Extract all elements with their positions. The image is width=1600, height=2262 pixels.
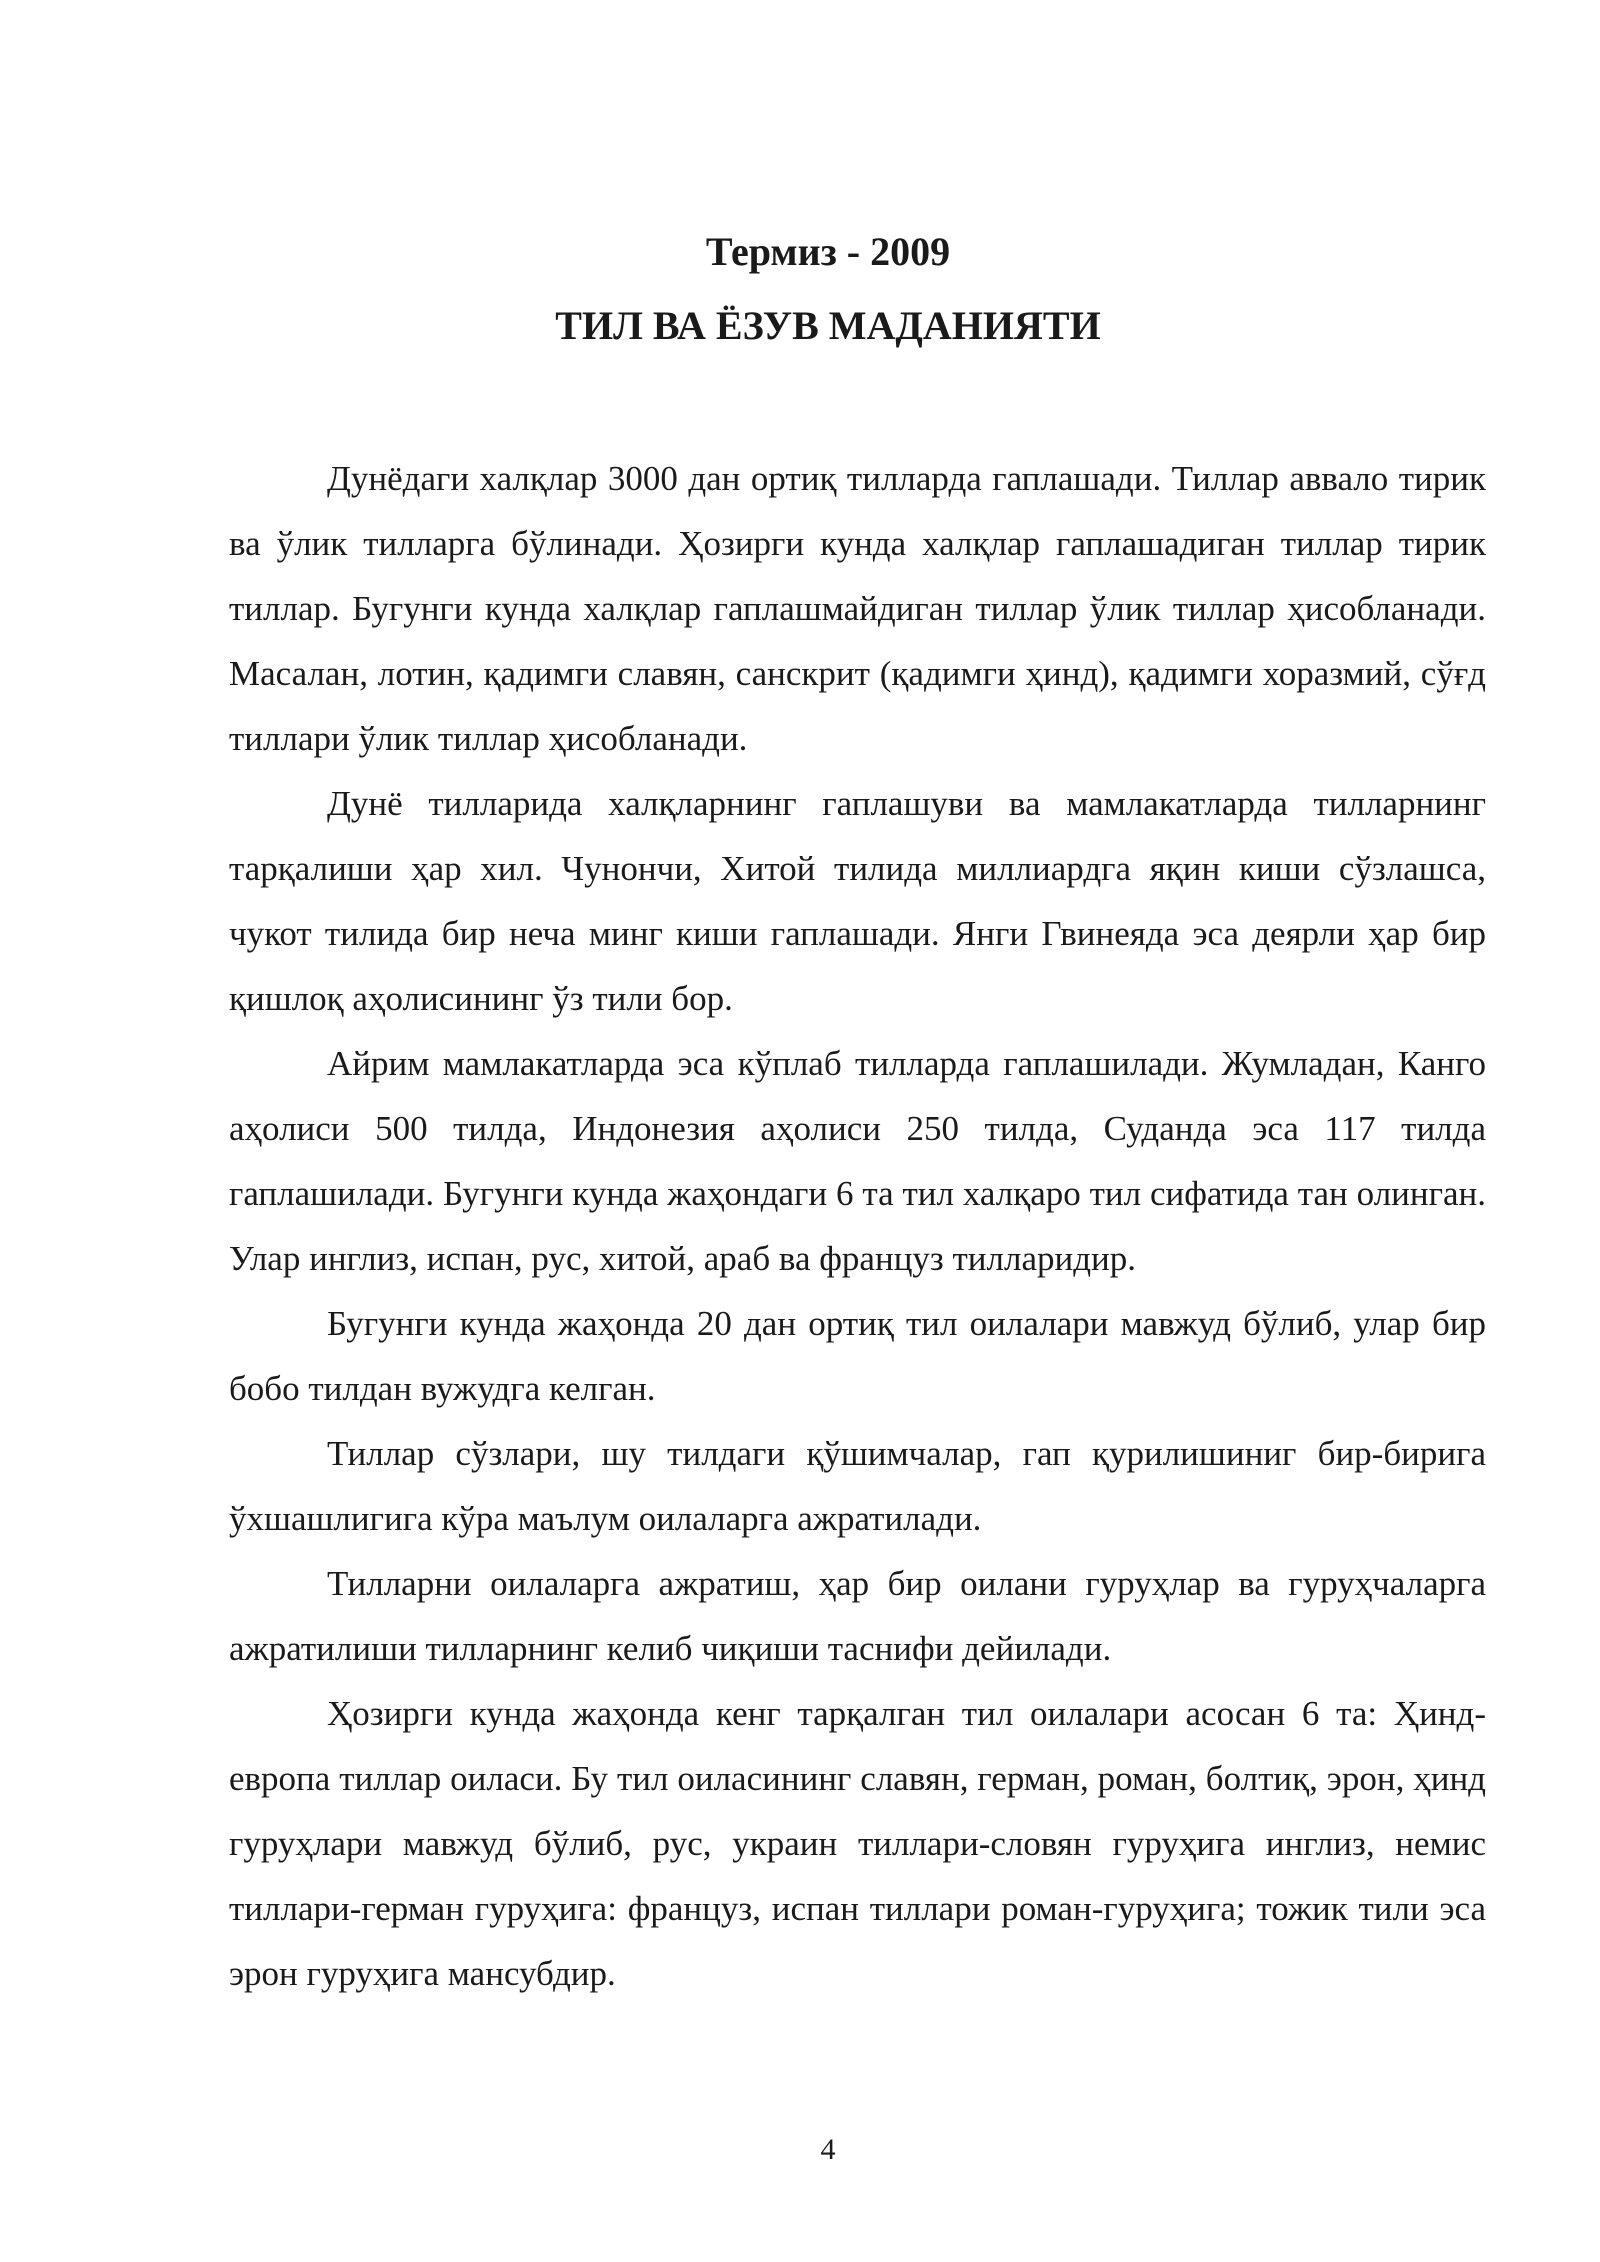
paragraph: Тилларни оилаларга ажратиш, ҳар бир оилани гуруҳлар ва гуруҳчаларга ажратилиши тилларнинг келиб чиқиши таснифи дейилади.: [229, 1564, 1486, 1668]
header-city-year: Термиз - 2009: [705, 229, 951, 274]
paragraph: Айрим мамлакатларда эса кўплаб тилларда гаплашилади. Жумладан, Канго аҳолиси 500 тилда, Индонезия аҳолиси 250 тилда, Суданда эса 117 тилда гаплашилади. Бугунги кунда жаҳондаги 6 та тил халқаро тил сифатида тан олинган. Улар инглиз, испан, рус, хитой, араб ва француз тилларидир.: [229, 1044, 1486, 1278]
chapter-title: ТИЛ ВА ЁЗУВ МАДАНИЯТИ: [555, 303, 1101, 348]
body-text: [229, 446, 1486, 2006]
paragraph: Тиллар сўзлари, шу тилдаги қўшимчалар, гап қурилишиниг бир-бирига ўхшашлигига кўра маълум оилаларга ажратилади.: [229, 1434, 1486, 1538]
paragraph: Дунёдаги халқлар 3000 дан ортиқ тилларда гаплашади. Тиллар аввало тирик ва ўлик тилларга бўлинади. Ҳозирги кунда халқлар гаплашадиган тиллар тирик тиллар. Бугунги кунда халқлар гаплашмайдиган тиллар ўлик тиллар ҳисобланади. Масалан, лотин, қадимги славян, санскрит (қадимги ҳинд), қадимги хоразмий, сўғд тиллари ўлик тиллар ҳисобланади.: [229, 459, 1486, 758]
paragraph: Дунё тилларида халқларнинг гаплашуви ва мамлакатларда тилларнинг тарқалиши ҳар хил. Чунончи, Хитой тилида миллиардга яқин киши сўзлашса, чукот тилида бир неча минг киши гаплашади. Янги Гвинеяда эса деярли ҳар бир қишлоқ аҳолисининг ўз тили бор.: [229, 784, 1486, 1018]
paragraph: Бугунги кунда жаҳонда 20 дан ортиқ тил оилалари мавжуд бўлиб, улар бир бобо тилдан вужудга келган.: [229, 1304, 1486, 1408]
paragraph: Ҳозирги кунда жаҳонда кенг тарқалган тил оилалари асосан 6 та: Ҳинд-европа тиллар оиласи. Бу тил оиласининг славян, герман, роман, болтиқ, эрон, ҳинд гуруҳлари мавжуд бўлиб, рус, украин тиллари-словян гуруҳига инглиз, немис тиллари-герман гуруҳига: француз, испан тиллари роман-гуруҳига; тожик тили эса эрон гуруҳига мансубдир.: [229, 1694, 1486, 1993]
page-number: 4: [820, 2133, 836, 2166]
